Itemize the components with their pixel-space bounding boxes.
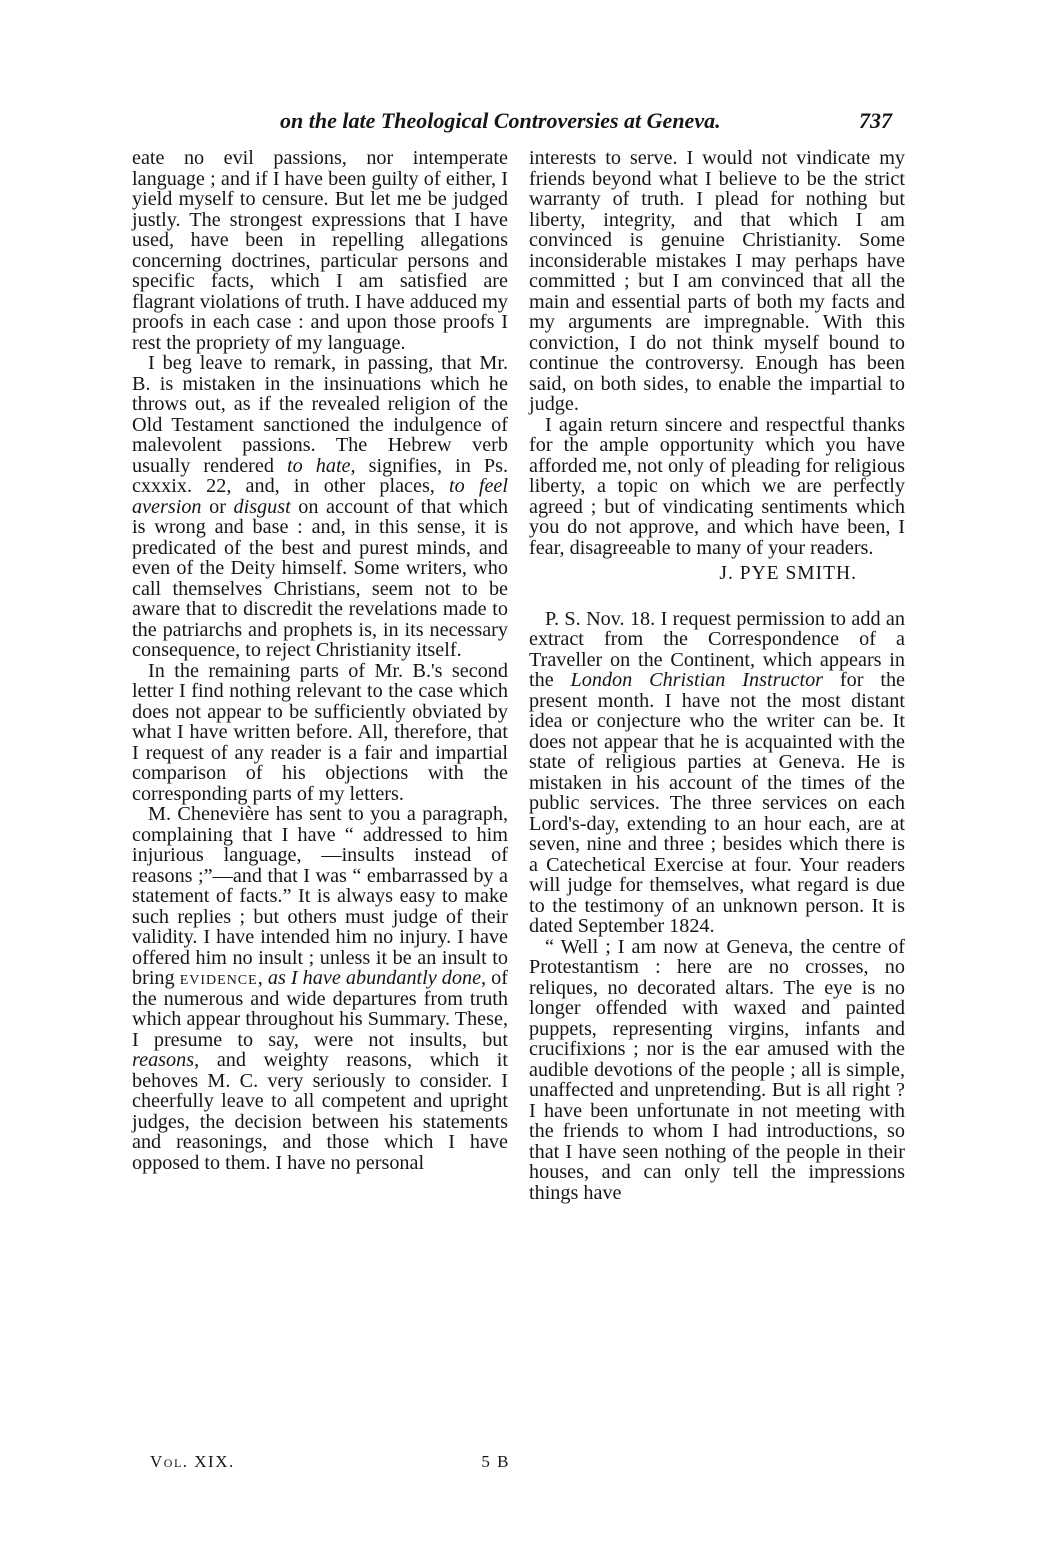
author-signature: J. PYE SMITH.: [719, 563, 857, 584]
signature-mark: 5 B: [481, 1452, 510, 1471]
page-number: 737: [859, 108, 892, 133]
left-column: [132, 148, 508, 1173]
paragraph: eate no evil passions, nor intemperate language ; and if I have been guilty of either, I yield myself to censure. But let me be judged justly. The strongest expressions that I have used, have been in repelling allegations concerning doctrines, particular persons and specific facts, which I am satisfied are flagrant violations of truth. I have adduced my proofs in each case : and upon those proofs I rest the propriety of my language.: [132, 147, 508, 354]
paragraph: I again return sincere and respectful thanks for the ample opportunity which you have afforded me, not only of pleading for religious liberty, a topic on which we are perfectly agreed ; but of vindicating sentiments which you do not approve, and which have been, I fear, disagreeable to many of your readers.: [529, 413, 905, 559]
paragraph: I beg leave to remark, in passing, that Mr. B. is mistaken in the insinuations which he throws out, as if the revealed religion of the Old Testament sanctioned the indulgence of malevolent passions. The Hebrew verb usually rendered to hate, signifies, in Ps. cxxxix. 22, and, in other places, to feel aversion or disgust on account of that which is wrong and base : and, in this sense, it is predicated of the best and purest minds, and even of the Deity himself. Some writers, who call themselves Christians, seem not to be aware that to discredit the revelations made to the patriarchs and prophets is, in its necessary consequence, to reject Christianity itself.: [132, 352, 508, 661]
running-title: on the late Theological Controversies at Geneva.: [280, 108, 721, 133]
paragraph: interests to serve. I would not vindicate my friends beyond what I believe to be the strict warranty of truth. I plead for nothing but liberty, integrity, and that which I am convinced is genuine Christianity. Some inconsiderable mistakes I may perhaps have committed ; but I am convinced that all the main and essential parts of both my facts and my arguments are impregnable. With this conviction, I do not think myself bound to continue the controversy. Enough has been said, on both sides, to enable the impartial to judge.: [529, 147, 905, 415]
quoted-extract: “ Well ; I am now at Geneva, the centre of Protestantism : here are no crosses, no reliques, no decorated altars. The eye is no longer offended with waxed and painted puppets, representing virgins, infants and crucifixions ; nor is the ear amused with the audible devotions of the people ; all is simple, unaffected and unpretending. But is all right ? I have been unfortunate in not meeting with the friends to whom I had introductions, so that I have seen nothing of the people in their houses, and can only tell the impressions things have: [529, 935, 905, 1204]
page-footer: [150, 1452, 510, 1476]
volume-label: Vol. XIX.: [150, 1452, 235, 1471]
postscript: P. S. Nov. 18. I request permission to add an extract from the Correspondence of a Traveller on the Continent, which appears in the London Christian Instructor for the present month. I have not the most distant idea or conjecture who the writer can be. It does not appear that he is acquainted with the state of religious parties at Geneva. He is mistaken in his account of the times of the public services. The three services on each Lord's-day, extending to an hour each, are at seven, nine and three ; besides which there is a Catechetical Exercise at four. Your readers will judge for themselves, what regard is due to the testimony of an unknown person. It is dated September 1824.: [529, 607, 906, 937]
right-column: [529, 148, 905, 1203]
paragraph: M. Chenevière has sent to you a paragraph, complaining that I have “ addressed to him injurious language, —insults instead of reasons ;”—and that I was “ embarrassed by a statement of facts.” It is always easy to make such replies ; but others must judge of their validity. I have intended him no injury. I have offered him no insult ; unless it be an insult to bring evidence, as I have abundantly done, of the numerous and wide departures from truth which appear throughout his Summary. These, I presume to say, were not insults, but reasons, and weighty reasons, which it behoves M. C. very seriously to consider. I cheerfully leave to all competent and upright judges, the decision between his statements and reasonings, and those which I have opposed to them. I have no personal: [132, 803, 508, 1174]
paragraph: In the remaining parts of Mr. B.'s second letter I find nothing relevant to the case which does not appear to be sufficiently obviated by what I have written before. All, therefore, that I request of any reader is a fair and impartial comparison of his objections with the corresponding parts of my letters.: [132, 659, 508, 805]
running-head: [132, 108, 892, 138]
